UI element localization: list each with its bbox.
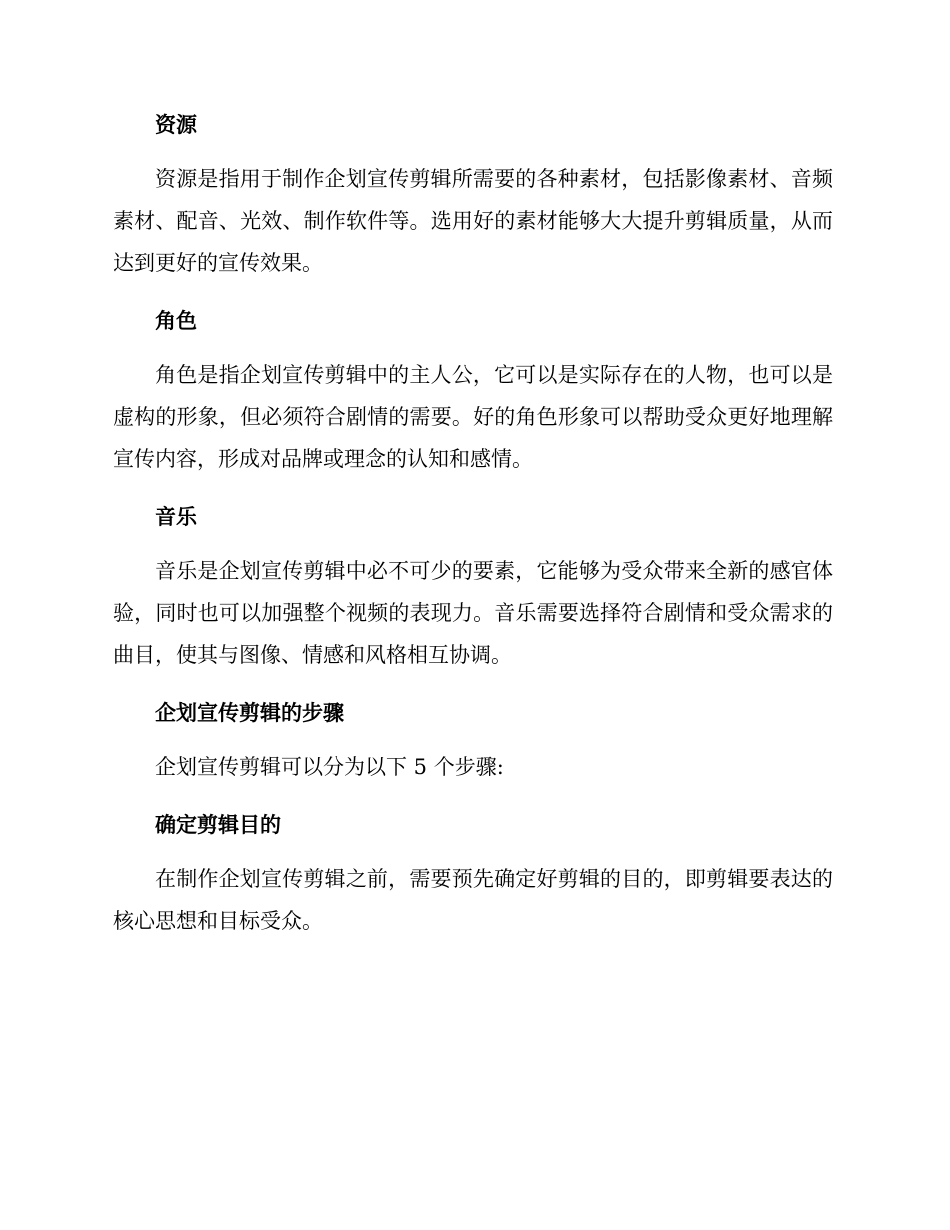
section-heading-music: 音乐 xyxy=(155,505,197,529)
paragraph-steps: 企划宣传剪辑可以分为以下 5 个步骤: xyxy=(155,755,504,779)
section-heading-steps: 企划宣传剪辑的步骤 xyxy=(155,701,344,725)
paragraph-determine-purpose: 在制作企划宣传剪辑之前，需要预先确定好剪辑的目的，即剪辑要表达的核心思想和目标受众。 xyxy=(113,867,833,933)
paragraph-roles: 角色是指企划宣传剪辑中的主人公，它可以是实际存在的人物，也可以是虚构的形象，但必须符合剧情的需要。好的角色形象可以帮助受众更好地理解宣传内容，形成对品牌或理念的认知和感情。 xyxy=(113,363,833,471)
section-heading-roles: 角色 xyxy=(155,309,197,333)
section-heading-resources: 资源 xyxy=(155,113,197,137)
document-page xyxy=(113,104,833,958)
section-heading-determine-purpose: 确定剪辑目的 xyxy=(155,813,281,837)
paragraph-resources: 资源是指用于制作企划宣传剪辑所需要的各种素材，包括影像素材、音频素材、配音、光效、制作软件等。选用好的素材能够大大提升剪辑质量，从而达到更好的宣传效果。 xyxy=(113,167,833,275)
paragraph-music: 音乐是企划宣传剪辑中必不可少的要素，它能够为受众带来全新的感官体验，同时也可以加强整个视频的表现力。音乐需要选择符合剧情和受众需求的曲目，使其与图像、情感和风格相互协调。 xyxy=(113,559,833,667)
